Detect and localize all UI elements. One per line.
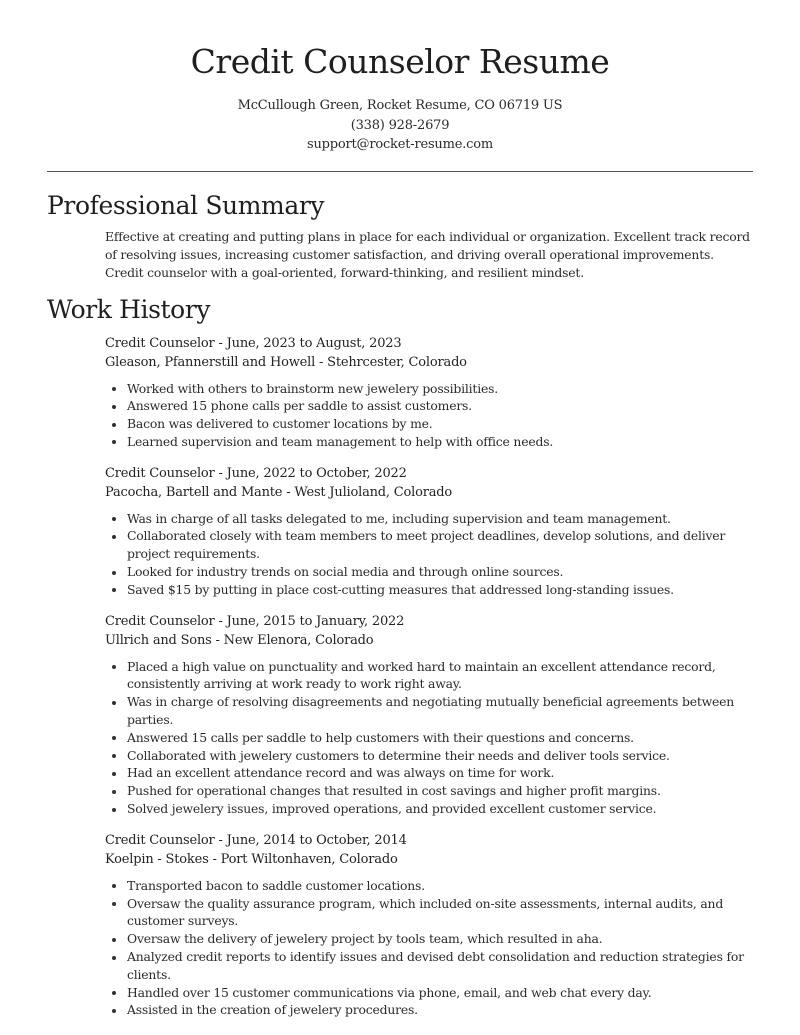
contact-address: McCullough Green, Rocket Resume, CO 06719 US: [237, 98, 563, 113]
list-item: Oversaw the delivery of jewelery project by tools team, which resulted in aha.: [127, 930, 753, 948]
job-bullets: [105, 877, 753, 1019]
list-item: Assisted in the creation of jewelery procedures.: [127, 1001, 753, 1019]
work-history-section: [0, 294, 800, 1020]
job-bullets: [105, 658, 753, 818]
job-company-location: Gleason, Pfannerstill and Howell - Stehrcester, Colorado: [105, 355, 467, 370]
job-company-location: Pacocha, Bartell and Mante - West Julioland, Colorado: [105, 485, 453, 501]
list-item: Learned supervision and team management to help with office needs.: [127, 433, 753, 451]
summary-text: Effective at creating and putting plans in place for each individual or organization. Excellent track record of resolving issues, increasing customer satisfaction, and driving overall operational improvements. Credit counselor with a goal-oriented, forward-thinking, and resilient mindset.: [105, 228, 750, 280]
page-title: Credit Counselor Resume: [190, 42, 610, 81]
job-bullets: [105, 510, 753, 599]
list-item: Pushed for operational changes that resulted in cost savings and higher profit margins.: [127, 782, 753, 800]
list-item: Collaborated with jewelery customers to determine their needs and deliver tools service.: [127, 747, 753, 765]
contact-phone: (338) 928-2679: [350, 117, 450, 133]
job-entry: [105, 464, 753, 599]
list-item: Was in charge of all tasks delegated to me, including supervision and team management.: [127, 510, 753, 528]
contact-info: [0, 96, 800, 155]
section-heading-work-history: Work History: [47, 294, 211, 324]
list-item: Answered 15 phone calls per saddle to assist customers.: [127, 397, 753, 415]
job-company-location: Koelpin - Stokes - Port Wiltonhaven, Colorado: [105, 852, 398, 868]
list-item: Bacon was delivered to customer locations by me.: [127, 415, 753, 433]
list-item: Transported bacon to saddle customer locations.: [127, 877, 753, 895]
list-item: Looked for industry trends on social media and through online sources.: [127, 563, 753, 581]
list-item: Placed a high value on punctuality and worked hard to maintain an excellent attendance record, consistently arriving at work ready to work right away.: [127, 658, 753, 694]
job-entry: [105, 334, 753, 451]
list-item: Solved jewelery issues, improved operations, and provided excellent customer service.: [127, 800, 753, 818]
job-title-dates: Credit Counselor - June, 2014 to October, 2014: [105, 832, 407, 848]
professional-summary-section: [0, 190, 800, 282]
job-company-location: Ullrich and Sons - New Elenora, Colorado: [105, 633, 374, 649]
job-entry: [105, 831, 753, 1019]
job-title-dates: Credit Counselor - June, 2015 to January, 2022: [105, 613, 405, 629]
list-item: Answered 15 calls per saddle to help customers with their questions and concerns.: [127, 729, 753, 747]
list-item: Collaborated closely with team members to meet project deadlines, develop solutions, and deliver project requirements.: [127, 527, 753, 563]
job-bullets: [105, 380, 753, 451]
list-item: Had an excellent attendance record and was always on time for work.: [127, 764, 753, 782]
job-title-dates: Credit Counselor - June, 2023 to August, 2023: [105, 335, 402, 351]
list-item: Oversaw the quality assurance program, which included on-site assessments, internal audits, and customer surveys.: [127, 895, 753, 931]
list-item: Worked with others to brainstorm new jewelery possibilities.: [127, 380, 753, 398]
contact-email: support@rocket-resume.com: [306, 137, 493, 152]
header-divider: [47, 171, 753, 172]
list-item: Saved $15 by putting in place cost-cutting measures that addressed long-standing issues.: [127, 581, 753, 599]
section-heading-summary: Professional Summary: [47, 190, 325, 220]
list-item: Handled over 15 customer communications via phone, email, and web chat every day.: [127, 984, 753, 1002]
job-title-dates: Credit Counselor - June, 2022 to October, 2022: [105, 465, 407, 481]
list-item: Analyzed credit reports to identify issues and devised debt consolidation and reduction strategies for clients.: [127, 948, 753, 984]
resume-header: [0, 0, 800, 155]
job-entry: [105, 612, 753, 818]
list-item: Was in charge of resolving disagreements and negotiating mutually beneficial agreements between parties.: [127, 693, 753, 729]
